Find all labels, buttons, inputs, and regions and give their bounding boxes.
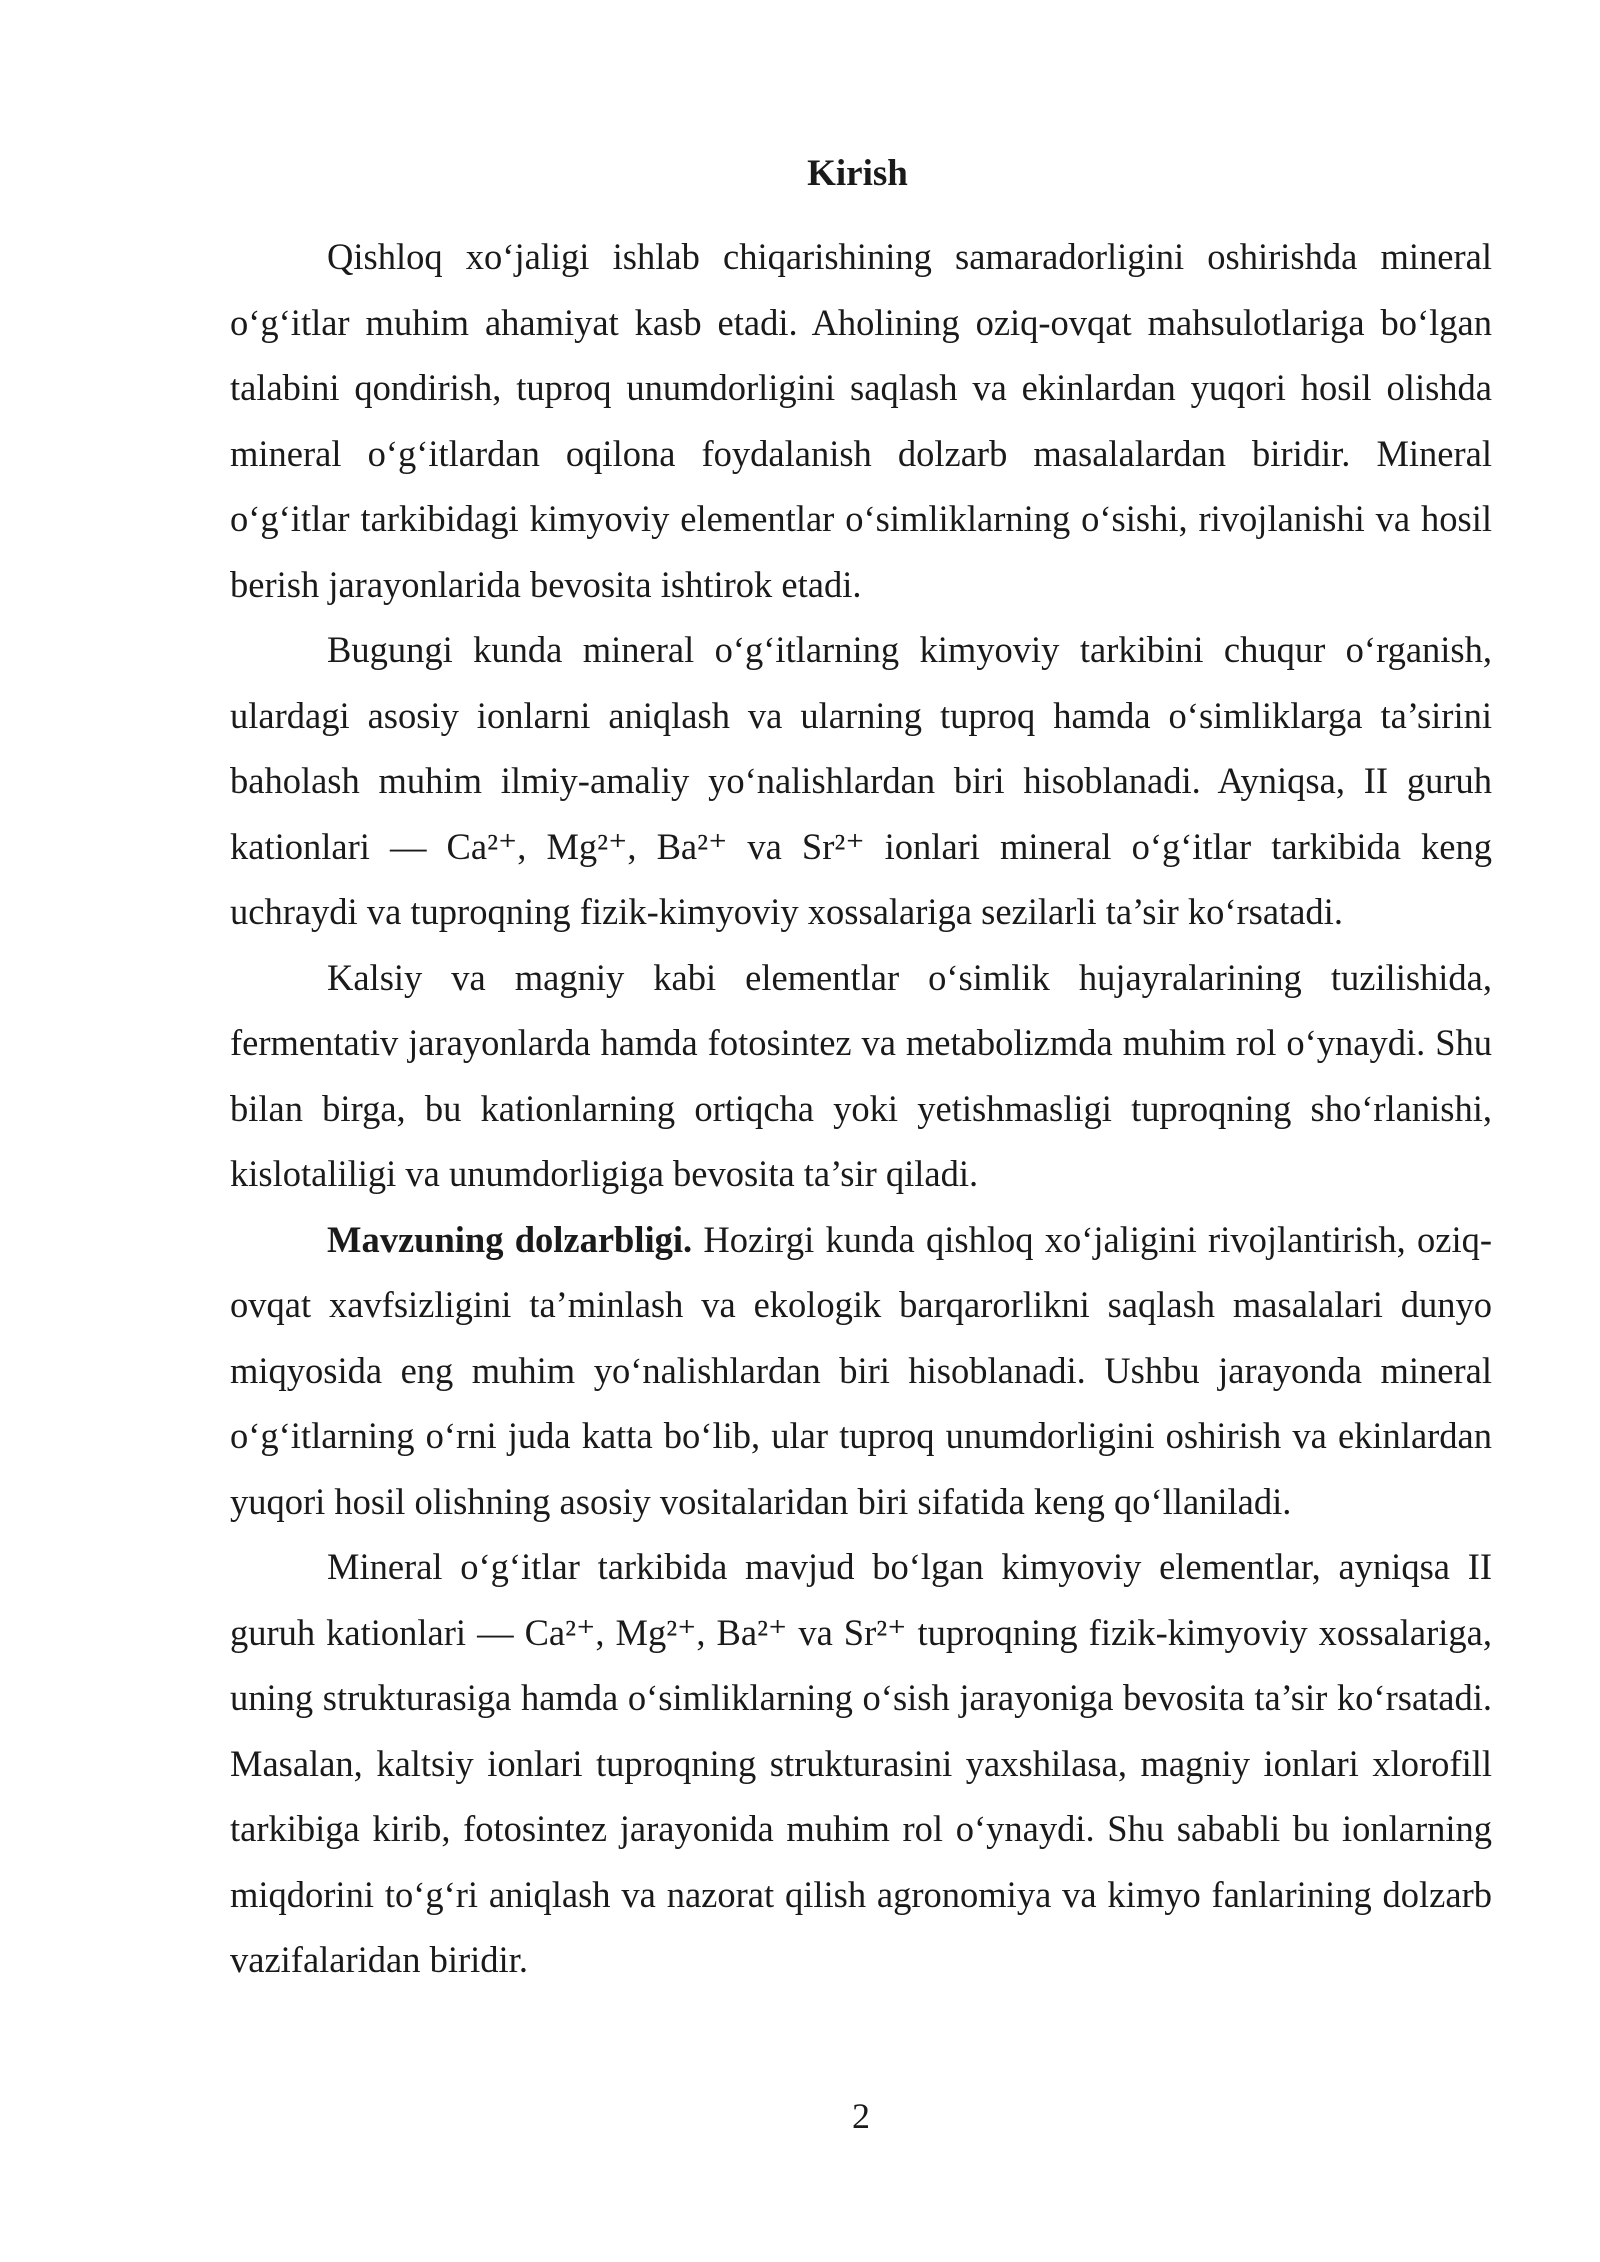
paragraph-3 (230, 945, 1492, 1207)
paragraph-4-text: Hozirgi kunda qishloq xo‘jaligini rivojlantirish, oziq-ovqat xavfsizligini ta’minlash va ekologik barqarorlikni saqlash masalalari dunyo miqyosida eng muhim yo‘nalishlardan biri hisoblanadi. Ushbu jarayonda mineral o‘g‘itlarning o‘rni juda katta bo‘lib, ular tuproq unumdorligini oshirish va ekinlardan yuqori hosil olishning asosiy vositalaridan biri sifatida keng qo‘llaniladi. (230, 1218, 1493, 1522)
paragraph-4-lead: Mavzuning dolzarbligi. (327, 1218, 693, 1260)
paragraph-1-text: Qishloq xo‘jaligi ishlab chiqarishining samaradorligini oshirishda mineral o‘g‘itlar muhim ahamiyat kasb etadi. Aholining oziq-ovqat mahsulotlariga bo‘lgan talabini qondirish, tuproq unumdorligini saqlash va ekinlardan yuqori hosil olishda mineral o‘g‘itlardan oqilona foydalanish dolzarb masalalardan biridir. Mineral o‘g‘itlar tarkibidagi kimyoviy elementlar o‘simliklarning o‘sishi, rivojlanishi va hosil berish jarayonlarida bevosita ishtirok etadi. (230, 236, 1492, 605)
section-heading: Kirish (807, 153, 908, 194)
paragraph-2-text: Bugungi kunda mineral o‘g‘itlarning kimyoviy tarkibini chuqur o‘rganish, ulardagi asosiy ionlarni aniqlash va ularning tuproq hamda o‘simliklarga ta’sirini baholash muhim ilmiy-amaliy yo‘nalishlardan biri hisoblanadi. Ayniqsa, II guruh kationlari — Ca²⁺, Mg²⁺, Ba²⁺ va Sr²⁺ ionlari mineral o‘g‘itlar tarkibida keng uchraydi va tuproqning fizik-kimyoviy xossalariga sezilarli ta’sir ko‘rsatadi. (230, 629, 1492, 932)
page-number: 2 (852, 2096, 870, 2136)
paragraph-3-text: Kalsiy va magniy kabi elementlar o‘simlik hujayralarining tuzilishida, fermentativ jarayonlarda hamda fotosintez va metabolizmda muhim rol o‘ynaydi. Shu bilan birga, bu kationlarning ortiqcha yoki yetishmasligi tuproqning sho‘rlanishi, kislotaliligi va unumdorligiga bevosita ta’sir qiladi. (230, 956, 1492, 1194)
document-body (230, 224, 1492, 1993)
paragraph-4 (230, 1207, 1492, 1535)
paragraph-1 (230, 224, 1492, 617)
paragraph-2 (230, 617, 1492, 945)
paragraph-5-text: Mineral o‘g‘itlar tarkibida mavjud bo‘lgan kimyoviy elementlar, ayniqsa II guruh kationlari — Ca²⁺, Mg²⁺, Ba²⁺ va Sr²⁺ tuproqning fizik-kimyoviy xossalariga, uning strukturasiga hamda o‘simliklarning o‘sish jarayoniga bevosita ta’sir ko‘rsatadi. Masalan, kaltsiy ionlari tuproqning strukturasini yaxshilasa, magniy ionlari xlorofill tarkibiga kirib, fotosintez jarayonida muhim rol o‘ynaydi. Shu sababli bu ionlarning miqdorini to‘g‘ri aniqlash va nazorat qilish agronomiya va kimyo fanlarining dolzarb vazifalaridan biridir. (230, 1546, 1492, 1980)
paragraph-5 (230, 1534, 1492, 1993)
